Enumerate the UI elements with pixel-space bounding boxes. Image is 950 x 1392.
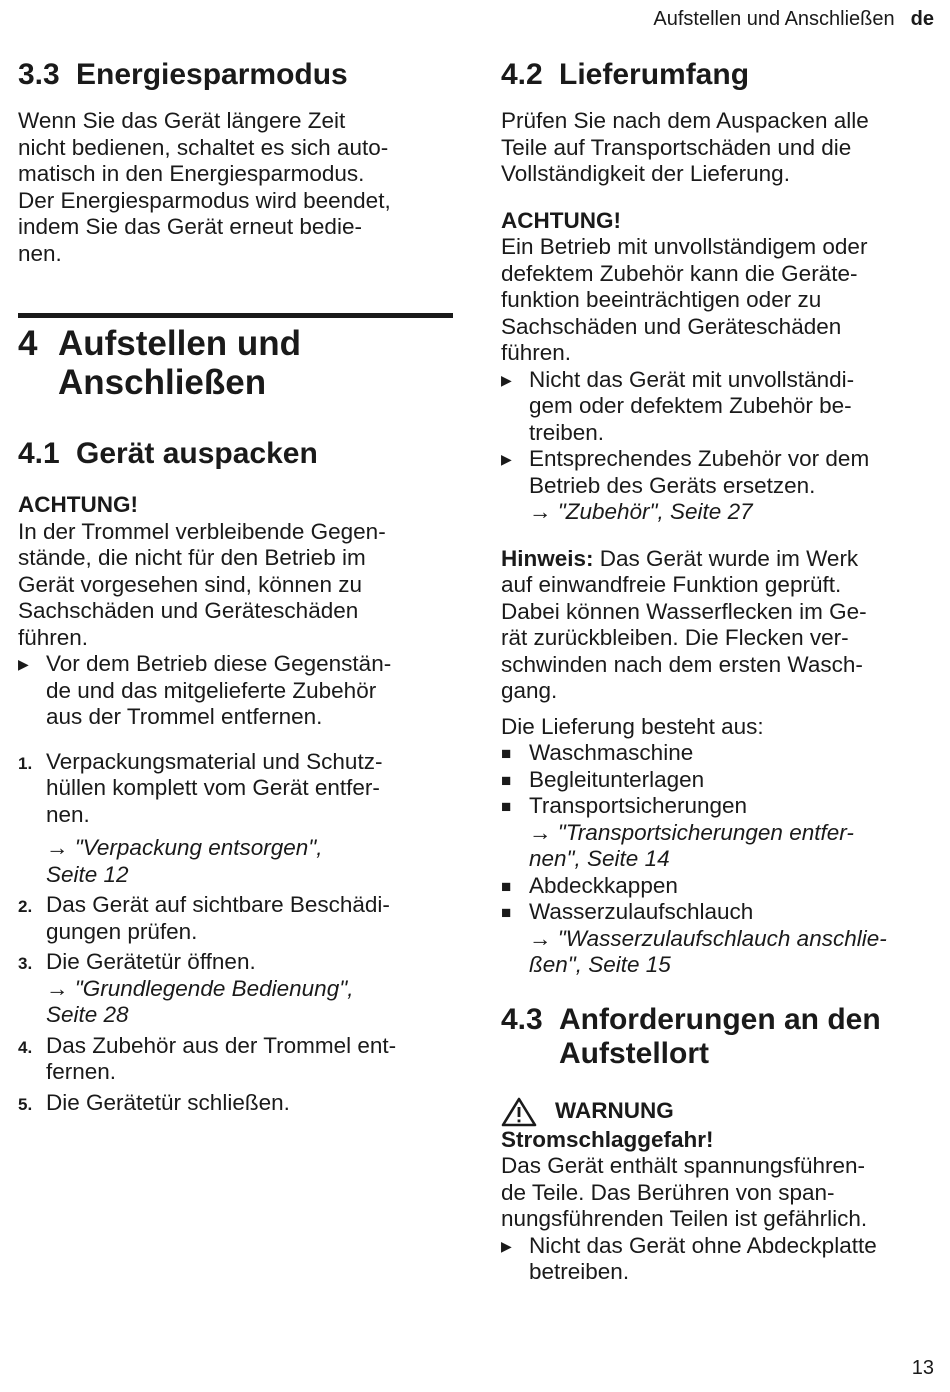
square-bullet-icon: ■ (501, 876, 512, 896)
section-3-3-body: Wenn Sie das Gerät längere Zeit nicht bedienen, schaltet es sich auto- matisch in den Energiesparmodus. Der Energiesparmodus wird beendet, indem Sie das Gerät erneut bedie- nen. (18, 108, 391, 266)
step-2: 2. Das Gerät auf sichtbare Beschädi- gungen prüfen. (18, 892, 390, 944)
step-4: 4. Das Zubehör aus der Trommel ent- fernen. (18, 1032, 397, 1084)
list-item: ■ Waschmaschine (501, 740, 933, 767)
caution-label: ACHTUNG! (501, 207, 621, 233)
cross-reference: → "Wasserzulaufschlauch anschlie- ßen", Seite 15 (529, 925, 887, 977)
section-4-3-heading: 4.3 Anforderungen an den Aufstellort (501, 1002, 881, 1070)
section-3-3-heading: 3.3 Energiesparmodus (18, 58, 348, 91)
header-language: de (910, 8, 934, 30)
cross-reference: → "Verpackung entsorgen", Seite 12 (46, 835, 323, 887)
list-item: ■ Abdeckkappen (501, 873, 933, 900)
square-bullet-icon: ■ (501, 903, 512, 922)
caution-actions (501, 367, 933, 526)
caution-actions (18, 651, 453, 731)
warning-heading: WARNUNG (501, 1097, 933, 1127)
caution-text: In der Trommel verbleibende Gegen- stände, die nicht für den Betrieb im Gerät vorgesehen sind, können zu Sachschäden und Geräteschäden führen. (18, 518, 386, 650)
delivery-items (501, 740, 933, 979)
cross-reference: → "Grundlegende Bedienung", Seite 28 (46, 975, 354, 1027)
action-item: ▶ Vor dem Betrieb diese Gegenstän- de und das mitgelieferte Zubehör aus der Trommel entfernen. (18, 651, 392, 729)
step-1: 1. Verpackungsmaterial und Schutz- hüllen komplett vom Gerät entfer- nen. → "Verpackung entsorgen", Seite 12 (18, 749, 453, 889)
cross-reference: → "Transportsicherungen entfer- nen", Seite 14 (529, 819, 854, 871)
action-item: ▶ Entsprechendes Zubehör vor dem Betrieb des Geräts ersetzen. → "Zubehör", Seite 27 (501, 446, 933, 526)
warning-title: Stromschlaggefahr! (501, 1126, 714, 1152)
list-item: ■ Transportsicherungen → "Transportsicherungen entfer- nen", Seite 14 (501, 793, 933, 873)
left-column (18, 58, 453, 1116)
page-number: 13 (911, 1357, 934, 1379)
list-item: ■ Wasserzulaufschlauch → "Wasserzulaufschlauch anschlie- ßen", Seite 15 (501, 899, 933, 979)
warning-actions (501, 1233, 933, 1286)
triangle-right-icon: ▶ (501, 451, 512, 467)
unpacking-steps (18, 749, 453, 1117)
section-4-2-intro: Prüfen Sie nach dem Auspacken alle Teile auf Transportschäden und die Vollständigkeit der Lieferung. (501, 108, 869, 186)
delivery-intro: Die Lieferung besteht aus: (501, 713, 764, 739)
triangle-right-icon: ▶ (18, 656, 29, 672)
square-bullet-icon: ■ (501, 744, 512, 763)
right-column (501, 58, 933, 1286)
square-bullet-icon: ■ (501, 770, 512, 790)
triangle-right-icon: ▶ (501, 371, 512, 388)
running-header (653, 8, 934, 31)
step-5: 5. Die Gerätetür schließen. (18, 1089, 290, 1115)
chapter-4-heading: 4 Aufstellen und Anschließen (18, 324, 302, 402)
section-4-1-heading: 4.1 Gerät auspacken (18, 437, 318, 470)
section-4-2-heading: 4.2 Lieferumfang (501, 58, 750, 91)
cross-reference: → "Zubehör", Seite 27 (529, 499, 753, 524)
hint-paragraph: Hinweis: Das Gerät wurde im Werk auf einwandfreie Funktion geprüft. Dabei können Wasserflecken im Ge- rät zurückbleiben. Die Flecken ver- schwinden nach dem ersten Wasch- gang. (501, 545, 867, 703)
action-item: ▶ Nicht das Gerät mit unvollständi- gem oder defektem Zubehör be- treiben. (501, 366, 855, 445)
action-item: ▶ Nicht das Gerät ohne Abdeckplatte betreiben. (501, 1232, 877, 1284)
triangle-right-icon: ▶ (501, 1237, 512, 1254)
list-item: ■ Begleitunterlagen (501, 767, 933, 794)
chapter-divider (18, 313, 453, 318)
caution-text: Ein Betrieb mit unvollständigem oder defektem Zubehör kann die Geräte- funktion beeinträchtigen oder zu Sachschäden und Geräteschäden führen. (501, 234, 868, 365)
caution-label: ACHTUNG! (18, 492, 138, 517)
header-section-title: Aufstellen und Anschließen (653, 8, 895, 30)
warning-triangle-icon (501, 1097, 537, 1127)
warning-text: Das Gerät enthält spannungsführen- de Teile. Das Berühren von span- nungsführenden Teilen ist gefährlich. (501, 1153, 868, 1231)
square-bullet-icon: ■ (501, 797, 512, 816)
step-3: 3. Die Gerätetür öffnen. → "Grundlegende Bedienung", Seite 28 (18, 949, 453, 1029)
